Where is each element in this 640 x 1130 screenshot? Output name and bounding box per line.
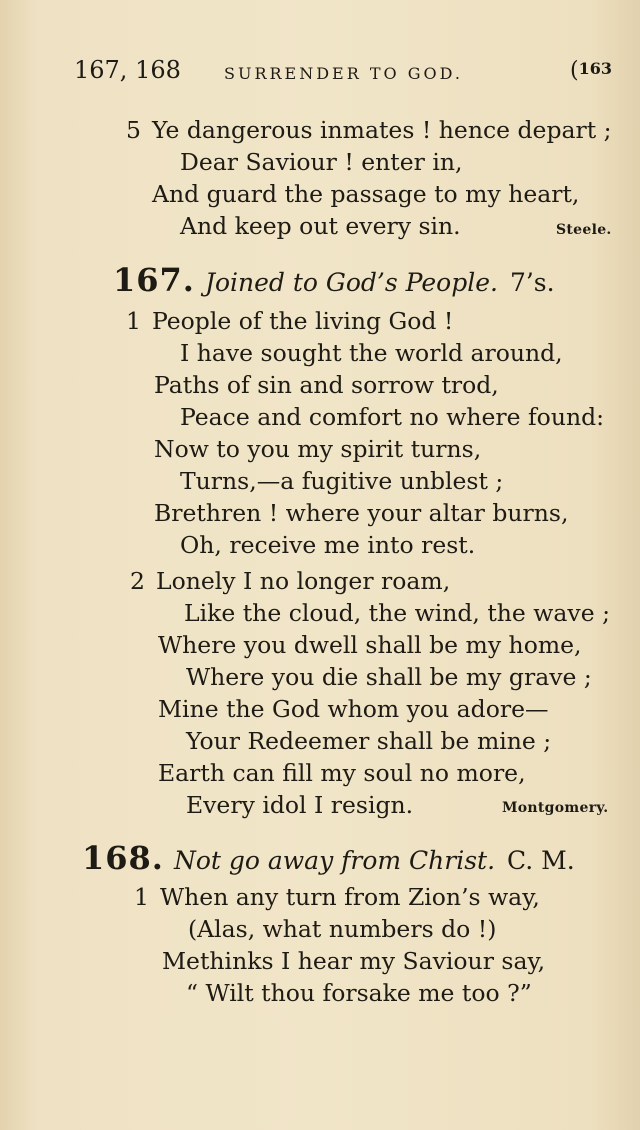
verse-line: And keep out every sin. — [180, 212, 461, 240]
verse-line: (Alas, what numbers do !) — [188, 915, 497, 943]
hymn-meter: 7’s. — [509, 268, 555, 297]
hymn-title: Not go away from Christ. — [173, 846, 496, 875]
hymn-meter: C. M. — [507, 846, 575, 875]
hymn-heading — [113, 261, 555, 299]
hymn-number: 168. — [82, 839, 164, 877]
verse-line: Where you dwell shall be my home, — [158, 631, 582, 659]
verse-line: Every idol I resign. — [186, 791, 414, 819]
header-title: SURRENDER TO GOD. — [224, 64, 463, 83]
author-attribution: Montgomery. — [502, 800, 609, 816]
verse-line: Earth can fill my soul no more, — [158, 759, 526, 787]
verse-line: Where you die shall be my grave ; — [186, 663, 592, 691]
hymn-heading — [82, 839, 575, 877]
author-attribution: Steele. — [556, 222, 612, 238]
verse-line: Oh, receive me into rest. — [180, 531, 476, 559]
verse-line: Dear Saviour ! enter in, — [180, 148, 463, 176]
verse-line: Lonely I no longer roam, — [156, 567, 451, 595]
verse-line: Mine the God whom you adore— — [158, 695, 549, 723]
verse-number: 1 — [126, 307, 141, 335]
verse-line: Paths of sin and sorrow trod, — [154, 371, 499, 399]
verse-line: And guard the passage to my heart, — [152, 180, 580, 208]
verse-line: Turns,—a fugitive unblest ; — [180, 467, 504, 495]
verse-line: Now to you my spirit turns, — [154, 435, 482, 463]
verse-line: People of the living God ! — [152, 307, 454, 335]
verse-line: Methinks I hear my Saviour say, — [162, 947, 546, 975]
verse-line: Like the cloud, the wind, the wave ; — [184, 599, 610, 627]
verse-line: Ye dangerous inmates ! hence depart ; — [152, 116, 612, 144]
verse-number: 1 — [134, 883, 149, 911]
running-header — [74, 56, 620, 92]
hymn-title: Joined to God’s People. — [204, 268, 498, 297]
verse-number: 2 — [130, 567, 145, 595]
verse-line: When any turn from Zion’s way, — [160, 883, 540, 911]
hymn-number: 167. — [113, 261, 195, 299]
verse-line: Brethren ! where your altar burns, — [154, 499, 569, 527]
verse-number: 5 — [126, 116, 141, 144]
header-hymn-numbers: 167, 168 — [74, 56, 181, 84]
verse-line: “ Wilt thou forsake me too ?” — [186, 979, 532, 1007]
verse-line: Peace and comfort no where found: — [180, 403, 605, 431]
verse-line: Your Redeemer shall be mine ; — [186, 727, 552, 755]
verse-line: I have sought the world around, — [180, 339, 563, 367]
header-page-number: (163 — [570, 58, 612, 83]
